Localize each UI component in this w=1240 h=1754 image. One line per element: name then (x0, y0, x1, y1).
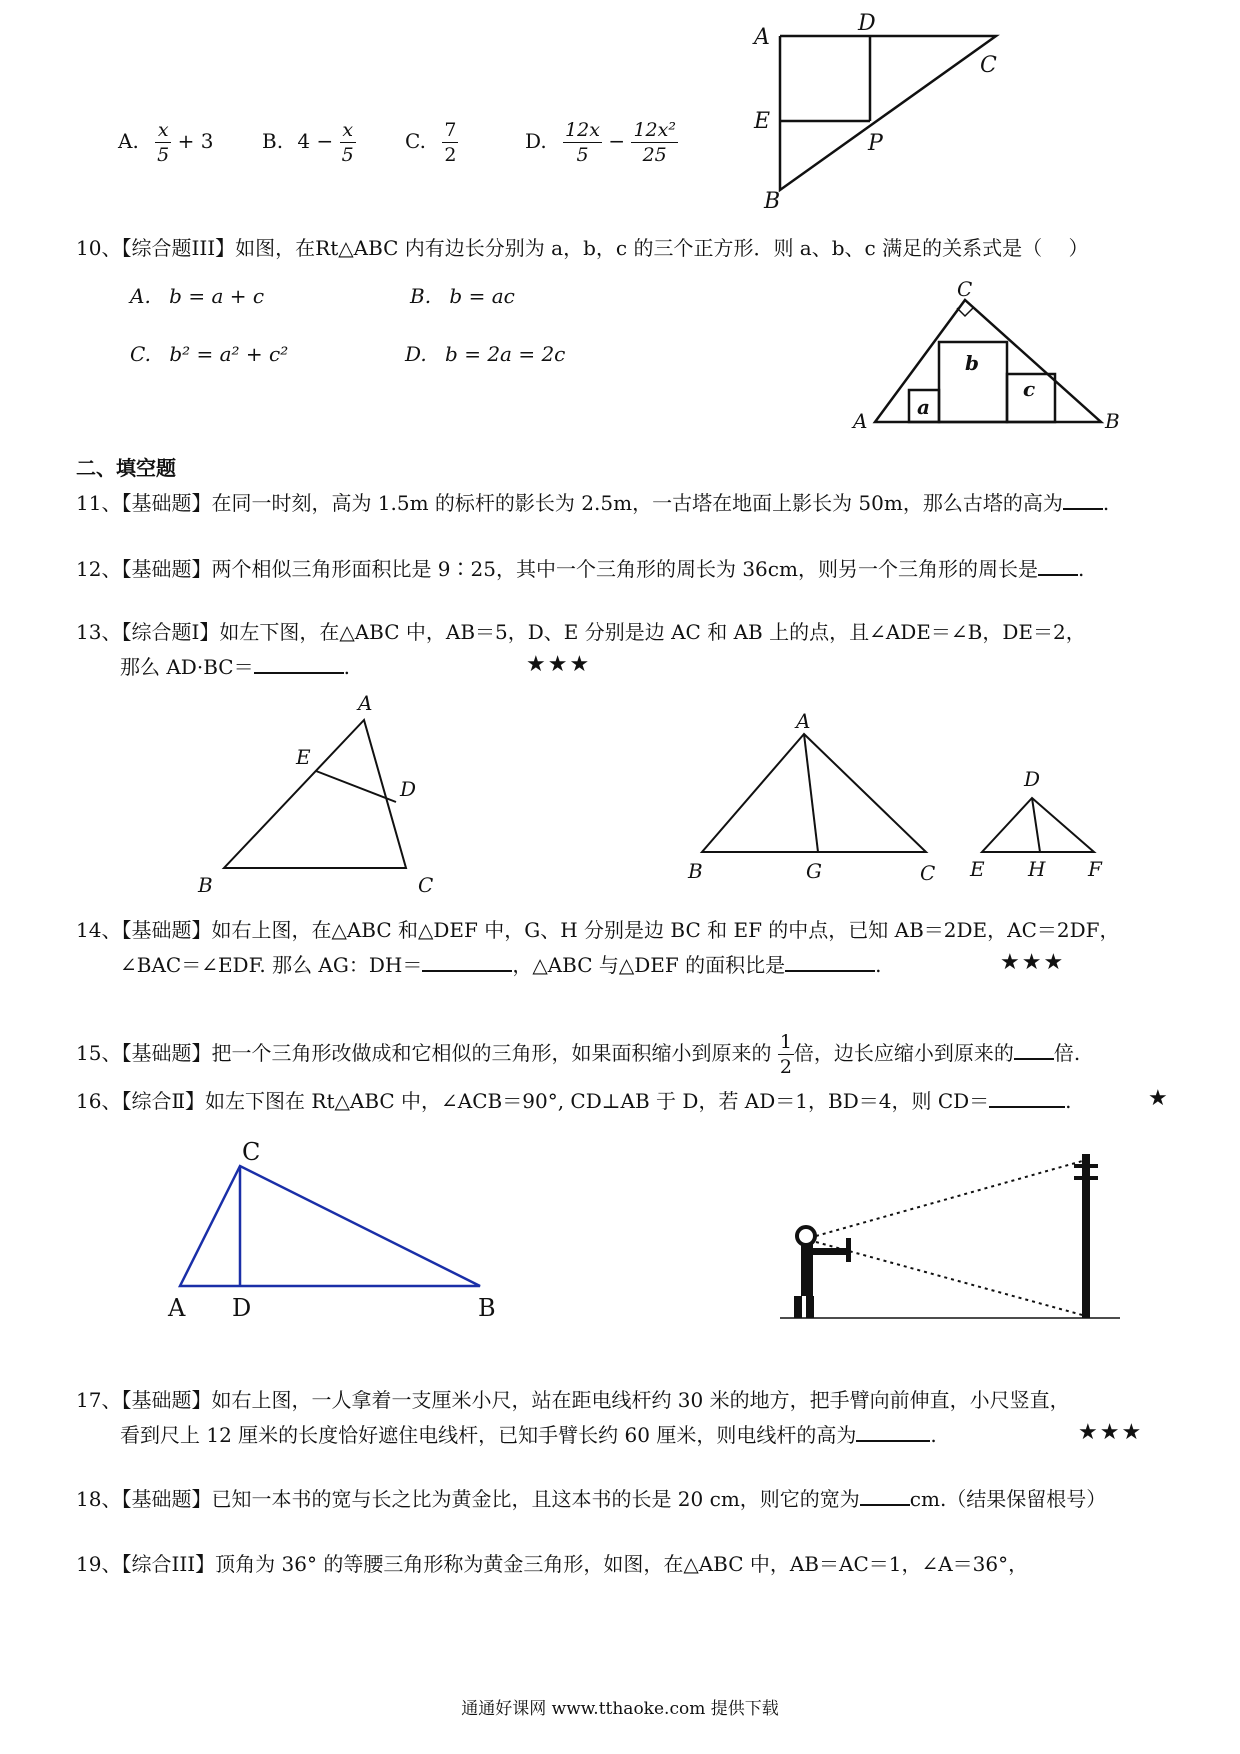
q9-a-num: x (155, 118, 171, 143)
q16-blank[interactable] (989, 1086, 1065, 1108)
q10-d-label: D. (405, 342, 427, 366)
q9-label-c: C (980, 53, 997, 78)
q10-label-b: B (1105, 409, 1120, 433)
q14-blank-2[interactable] (785, 950, 875, 972)
q11-blank[interactable] (1063, 488, 1103, 510)
q11-end: . (1102, 491, 1110, 515)
q9-b-den: 5 (341, 144, 354, 166)
q13-figure (190, 690, 450, 900)
q9-d-mid: − (608, 129, 626, 153)
q17-blank[interactable] (856, 1420, 930, 1442)
q16-figure (160, 1130, 520, 1330)
q9-label-b: B (764, 189, 781, 210)
q13-label-d: D (400, 777, 417, 801)
q9-option-c (405, 118, 458, 167)
q11-text: 11、【基础题】在同一时刻，高为 1.5m 的标杆的影长为 2.5m，一古塔在地面上影长为 50m，那么古塔的高为 (76, 491, 1063, 515)
q18-text: 18、【基础题】已知一本书的宽与长之比为黄金比，且这本书的长是 20 cm，则它的宽为 (76, 1487, 860, 1511)
q10-label-sq-c: c (1023, 377, 1036, 401)
q14-label-h: H (1028, 857, 1046, 881)
q14-label-f: F (1088, 857, 1102, 881)
q13-label-c: C (418, 873, 434, 897)
q9-option-d-frac1 (563, 118, 602, 167)
q9-d-den1: 5 (576, 144, 589, 166)
q12-text: 12、【基础题】两个相似三角形面积比是 9∶25，其中一个三角形的周长为 36cm，则另一个三角形的周长是 (76, 557, 1038, 581)
q15-text-a: 15、【基础题】把一个三角形改做成和它相似的三角形，如果面积缩小到原来的 (76, 1041, 772, 1065)
q9-b-num: x (340, 118, 356, 143)
q9-label-d: D (858, 11, 876, 36)
q9-d-num2: 12x² (633, 119, 676, 141)
q9-option-b-frac (340, 118, 356, 167)
q17-stars: ★★★ (1078, 1420, 1144, 1445)
q14-line2a: ∠BAC＝∠EDF. 那么 AG：DH＝ (120, 953, 423, 977)
q14-line2b: ，△ABC 与△DEF 的面积比是 (512, 953, 786, 977)
q9-option-a-label: A. (118, 129, 139, 153)
person-icon (794, 1227, 851, 1318)
q16-text: 16、【综合Ⅱ】如左下图在 Rt△ABC 中，∠ACB＝90°, CD⊥AB 于 D，若 AD＝1，BD＝4，则 CD＝ (76, 1089, 990, 1113)
q14-line1: 14、【基础题】如右上图，在△ABC 和△DEF 中，G、H 分别是边 BC 和 EF 的中点，已知 AB＝2DE，AC＝2DF， (76, 918, 1120, 942)
q9-option-a-frac (155, 118, 171, 167)
q9-label-e: E (754, 109, 771, 134)
q10-option-b (410, 282, 515, 310)
q10-a-text: b = a + c (169, 284, 265, 308)
q13-line2-text: 那么 AD·BC＝ (120, 655, 254, 679)
q13-label-b: B (198, 873, 213, 897)
q12-blank[interactable] (1038, 554, 1078, 576)
q12-end: . (1077, 557, 1085, 581)
q14-triangle-abc (702, 734, 926, 852)
q17-line1: 17、【基础题】如右上图，一人拿着一支厘米小尺，站在距电线杆约 30 米的地方，把手臂向前伸直，小尺竖直， (76, 1388, 1070, 1412)
q9-d-num1: 12x (565, 119, 600, 141)
q9-label-a: A (754, 25, 770, 50)
q13-label-a: A (358, 691, 373, 715)
q13-end: . (343, 655, 350, 679)
q9-c-den: 2 (444, 144, 457, 166)
q9-option-b (262, 118, 356, 167)
q17-line2-text: 看到尺上 12 厘米的长度恰好遮住电线杆，已知手臂长约 60 厘米，则电线杆的高为 (120, 1423, 857, 1447)
q10-option-c (130, 340, 288, 368)
q10-label-c: C (957, 280, 973, 301)
q15-text-b: 倍，边长应缩小到原来的 (793, 1041, 1014, 1065)
q14-figure-abc (680, 710, 940, 890)
q14-label-b: B (688, 859, 703, 883)
q13-stars: ★★★ (526, 652, 592, 677)
q16-end: . (1065, 1089, 1072, 1113)
q9-option-d-frac2 (631, 118, 678, 167)
q9-figure (740, 10, 1020, 210)
q15-frac (778, 1030, 794, 1079)
q9-option-a (118, 119, 214, 166)
q12 (76, 554, 1084, 583)
q15-blank[interactable] (1014, 1038, 1054, 1060)
q14-label-a: A (796, 710, 811, 733)
q16-triangle (180, 1166, 480, 1286)
q14-label-e: E (970, 857, 985, 881)
q9-triangle (780, 36, 996, 190)
q13-blank[interactable] (254, 652, 344, 674)
q10-label-sq-b: b (965, 351, 979, 375)
q10-label-a: A (853, 409, 868, 433)
q16-label-b: B (478, 1294, 496, 1322)
q9-b-pre: 4 − (297, 129, 334, 153)
q10-b-text: b = ac (449, 284, 515, 308)
q13-triangle (224, 720, 406, 868)
q15-text-c: 倍. (1053, 1041, 1081, 1065)
q9-d-den2: 25 (642, 144, 667, 166)
q19-text: 19、【综合III】顶角为 36° 的等腰三角形称为黄金三角形，如图，在△ABC 中，AB＝AC＝1，∠A＝36°， (76, 1552, 1029, 1576)
q13-line1: 13、【综合题Ⅰ】如左下图，在△ABC 中，AB＝5，D、E 分别是边 AC 和 AB 上的点，且∠ADE＝∠B，DE＝2， (76, 620, 1086, 644)
q13-line2 (120, 652, 350, 681)
q14-end: . (875, 953, 882, 977)
q13-label-e: E (296, 745, 311, 769)
q15-den: 2 (779, 1056, 792, 1078)
q9-options (118, 118, 213, 167)
q9-option-c-frac (442, 118, 458, 167)
q9-option-d (525, 118, 678, 167)
q14-stars: ★★★ (1000, 950, 1066, 975)
q17-end: . (930, 1423, 937, 1447)
q9-a-tail: + 3 (177, 129, 214, 153)
utility-pole-icon (1074, 1154, 1098, 1318)
q10-stem: 10、【综合题III】如图，在Rt△ABC 内有边长分别为 a，b，c 的三个正方形．则 a、b、c 满足的关系式是（ ） (76, 236, 1089, 260)
q14-blank-1[interactable] (422, 950, 512, 972)
q16-label-c: C (242, 1138, 261, 1166)
q10-b-label: B. (410, 284, 432, 308)
q14-line-ag (804, 734, 818, 852)
q9-a-den: 5 (157, 144, 170, 166)
q9-option-b-label: B. (262, 129, 284, 153)
q9-option-d-label: D. (525, 129, 547, 153)
q16-stars: ★ (1148, 1086, 1170, 1111)
q14-figure-def (960, 766, 1120, 886)
section-title: 二、填空题 (76, 456, 176, 480)
q10-option-d (405, 340, 565, 368)
q15 (76, 1030, 1080, 1079)
q14-label-c: C (920, 861, 936, 885)
q18-blank[interactable] (860, 1484, 910, 1506)
q14-label-g: G (806, 859, 822, 883)
q10-c-text: b² = a² + c² (169, 342, 289, 366)
q14-line2 (120, 950, 882, 979)
q10-c-label: C. (130, 342, 151, 366)
q13-line-ed (316, 771, 396, 802)
q15-num: 1 (779, 1031, 792, 1053)
q14-line-dh (1032, 798, 1040, 852)
q9-c-num: 7 (444, 119, 457, 141)
q10-figure (845, 280, 1125, 435)
q10-a-label: A. (130, 284, 151, 308)
q9-option-c-label: C. (405, 129, 426, 153)
q10-option-a (130, 282, 264, 310)
q11 (76, 488, 1109, 517)
q18-tail: cm.（结果保留根号） (909, 1487, 1107, 1511)
q10-label-sq-a: a (917, 395, 930, 419)
q17-figure (780, 1140, 1160, 1330)
q17-sight-lines (816, 1160, 1086, 1316)
page-footer: 通通好课网 www.tthaoke.com 提供下载 (461, 1699, 779, 1719)
q14-label-d: D (1024, 767, 1041, 791)
q16 (76, 1086, 1072, 1115)
q10-d-text: b = 2a = 2c (445, 342, 566, 366)
q17-line2 (120, 1420, 937, 1449)
q16-label-d: D (232, 1294, 252, 1322)
q18 (76, 1484, 1106, 1513)
q16-label-a: A (168, 1294, 186, 1322)
q9-label-p: P (868, 131, 883, 156)
